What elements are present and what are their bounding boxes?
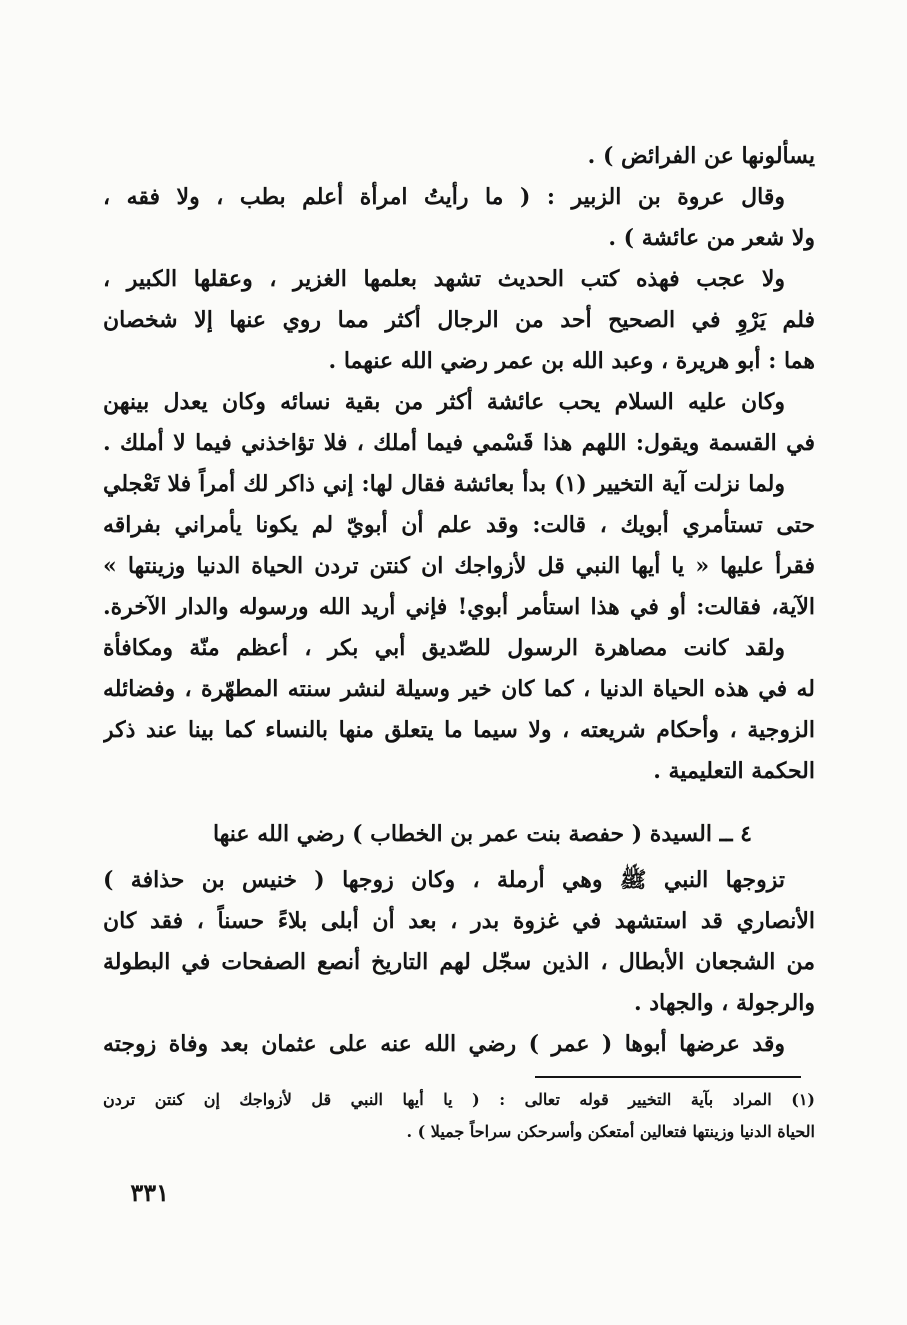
text-line: له في هذه الحياة الدنيا ، كما كان خير وسيلة لنشر سنته المطهّرة ، وفضائله: [103, 676, 815, 702]
text-line: فقرأ عليها « يا أيها النبي قل لأزواجك ان كنتن تردن الحياة الدنيا وزينتها »: [103, 553, 815, 579]
text-line: الحكمة التعليمية .: [653, 758, 815, 784]
text-line: من الشجعان الأبطال ، الذين سجّل لهم التاريخ أنصع الصفحات في البطولة: [103, 949, 815, 975]
text-line: ولا عجب فهذه كتب الحديث تشهد بعلمها الغزير ، وعقلها الكبير ،: [103, 266, 785, 292]
text-line: الأنصاري قد استشهد في غزوة بدر ، بعد أن أبلى بلاءً حسناً ، فقد كان: [103, 908, 815, 934]
section-text: [103, 860, 815, 1065]
text-line: وكان عليه السلام يحب عائشة أكثر من بقية نسائه وكان يعدل بينهن: [103, 389, 785, 415]
footnote-divider: [535, 1076, 801, 1078]
text-line: وقال عروة بن الزبير : ( ما رأيتُ امرأة أعلم بطب ، ولا فقه ،: [103, 184, 785, 210]
text-line: الآية، فقالت: أو في هذا استأمر أبوي! فإني أريد الله ورسوله والدار الآخرة.: [103, 594, 815, 620]
footnote: [103, 1084, 815, 1148]
main-text: [103, 136, 815, 792]
text-line: حتى تستأمري أبويك ، قالت: وقد علم أن أبويّ لم يكونا يأمراني بفراقه: [103, 512, 815, 538]
text-line: ولا شعر من عائشة ) .: [608, 225, 815, 251]
text-line: فلم يَرْوِ في الصحيح أحد من الرجال أكثر مما روي عنها إلا شخصان: [103, 307, 815, 333]
text-line: تزوجها النبي ﷺ وهي أرملة ، وكان زوجها ( خنيس بن حذافة ): [103, 867, 785, 893]
text-line: هما : أبو هريرة ، وعبد الله بن عمر رضي الله عنهما .: [328, 348, 815, 374]
text-line: ولقد كانت مصاهرة الرسول للصّديق أبي بكر ، أعظم منّة ومكافأة: [103, 635, 785, 661]
footnote-line: (١) المراد بآية التخيير قوله تعالى : ( يا أيها النبي قل لأزواجك إن كنتن تردن: [103, 1090, 815, 1109]
page-number: ٣٣١: [130, 1178, 169, 1207]
section-heading: ٤ ــ السيدة ( حفصة بنت عمر بن الخطاب ) رضي الله عنها: [212, 821, 752, 847]
text-line: يسألونها عن الفرائض ) .: [587, 143, 815, 169]
text-line: وقد عرضها أبوها ( عمر ) رضي الله عنه على عثمان بعد وفاة زوجته: [103, 1031, 785, 1057]
text-line: ولما نزلت آية التخيير (١) بدأ بعائشة فقال لها: إني ذاكر لك أمراً فلا تَعْجلي: [103, 471, 785, 497]
footnote-line: الحياة الدنيا وزينتها فتعالين أمتعكن وأسرحكن سراحاً جميلا ) .: [406, 1122, 815, 1141]
text-line: الزوجية ، وأحكام شريعته ، ولا سيما ما يتعلق منها بالنساء كما بينا عند ذكر: [103, 717, 815, 743]
text-line: في القسمة ويقول: اللهم هذا قَسْمي فيما أملك ، فلا تؤاخذني فيما لا أملك .: [103, 430, 815, 456]
text-line: والرجولة ، والجهاد .: [633, 990, 815, 1016]
